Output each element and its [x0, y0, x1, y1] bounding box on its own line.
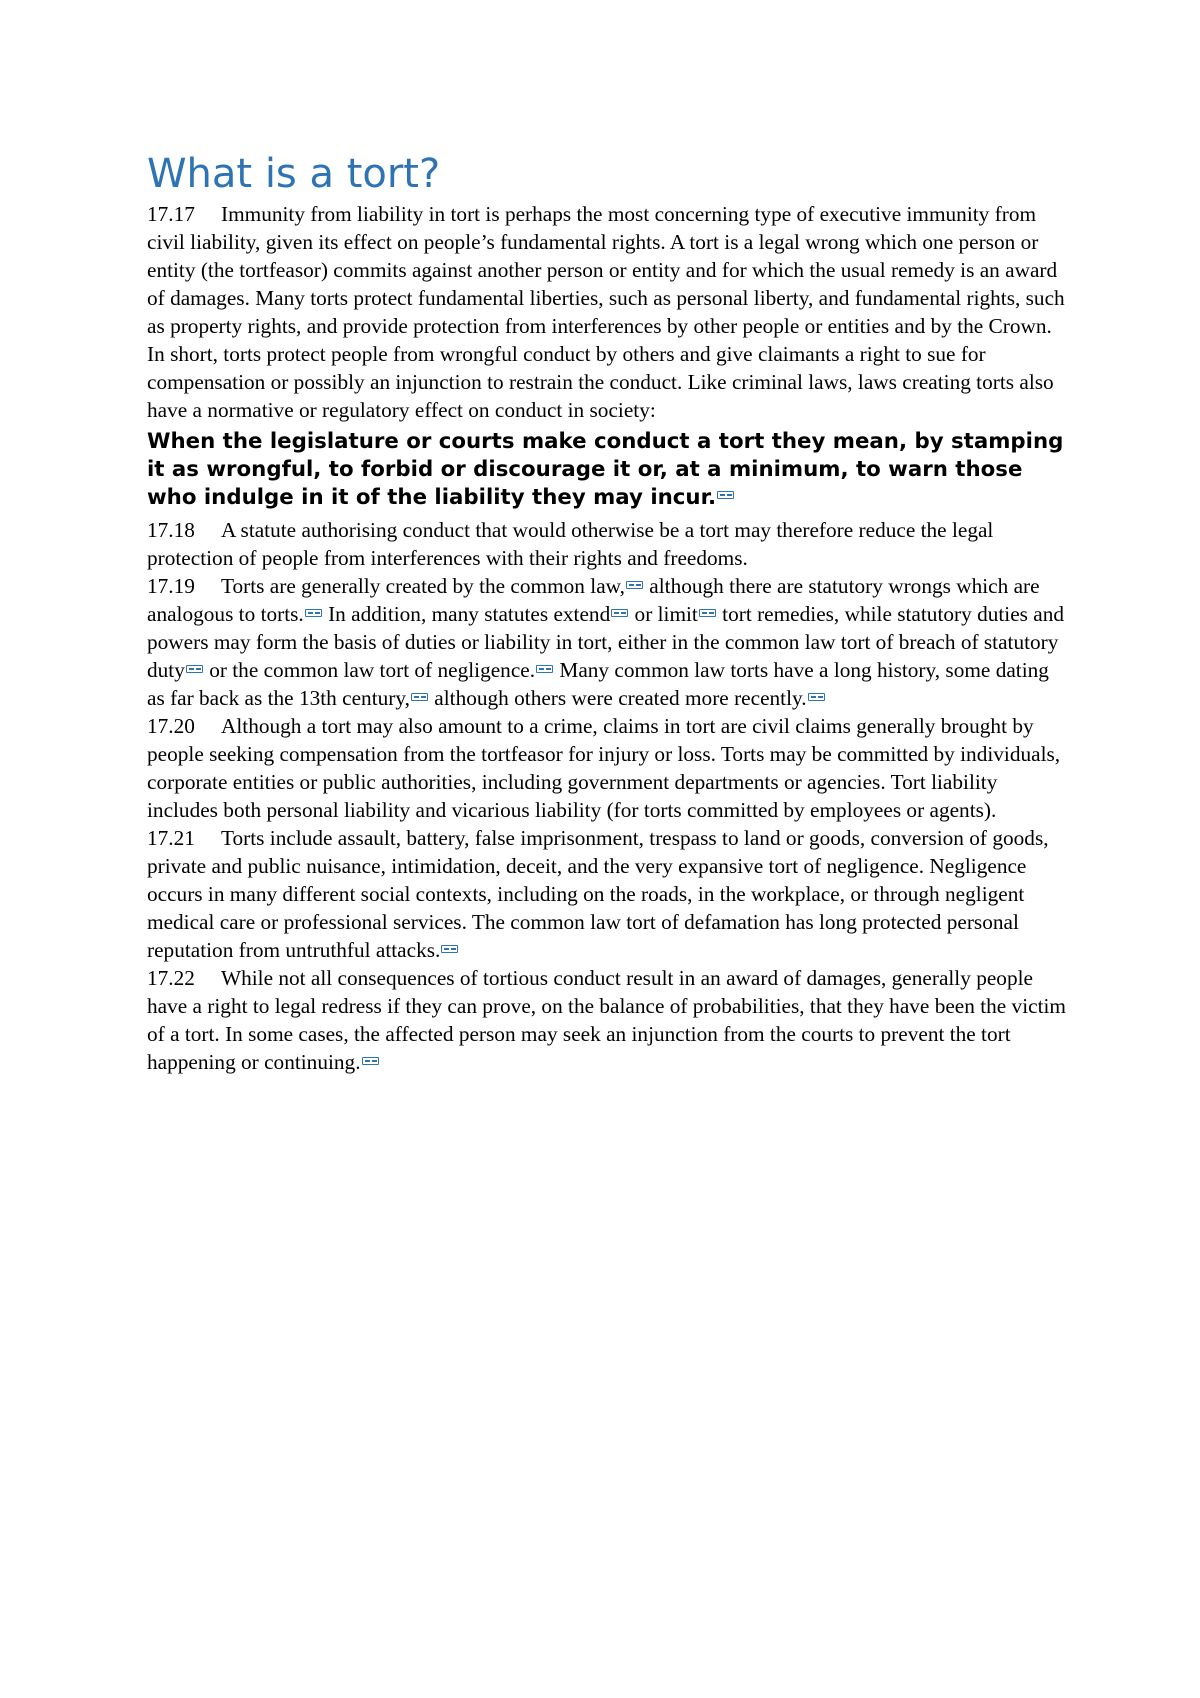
paragraph-text-segment: although others were created more recently.	[428, 686, 807, 710]
quote-text: When the legislature or courts make conduct a tort they mean, by stamping it as wrongful, to forbid or discourage it or, at a minimum, to warn those who indulge in it of the liability they may incur.	[147, 429, 1064, 510]
paragraph-text-segment: Many common law torts have a long history, some dating as far back as the 13th century,	[147, 658, 1049, 710]
paragraph-text: Although a tort may also amount to a crime, claims in tort are civil claims generally brought by people seeking compensation from the tortfeasor for injury or loss. Torts may be committed by individuals, corporate entities or public authorities, including government departments or agencies. Tort liability includes both personal liability and vicarious liability (for torts committed by employees or agents).	[147, 714, 1061, 822]
footnote-link-icon[interactable]	[441, 945, 458, 953]
block-quote	[147, 428, 1067, 512]
paragraph-17-20	[147, 712, 1067, 824]
footnote-link-icon[interactable]	[626, 581, 643, 589]
paragraph-number: 17.18	[147, 518, 195, 542]
paragraph-text-segment: Torts are generally created by the common law,	[221, 574, 625, 598]
paragraph-number: 17.22	[147, 966, 195, 990]
page-title: What is a tort?	[147, 151, 441, 197]
paragraph-text: Immunity from liability in tort is perhaps the most concerning type of executive immunity from civil liability, given its effect on people’s fundamental rights. A tort is a legal wrong which one person or entity (the tortfeasor) commits against another person or entity and for which the usual remedy is an award of damages. Many torts protect fundamental liberties, such as personal liberty, and fundamental rights, such as property rights, and provide protection from interferences by other people or entities and by the Crown. In short, torts protect people from wrongful conduct by others and give claimants a right to sue for compensation or possibly an injunction to restrain the conduct. Like criminal laws, laws creating torts also have a normative or regulatory effect on conduct in society:	[147, 202, 1065, 422]
paragraph-17-19	[147, 572, 1067, 712]
footnote-link-icon[interactable]	[186, 665, 203, 673]
paragraph-17-21	[147, 824, 1067, 964]
paragraph-number: 17.21	[147, 826, 195, 850]
paragraph-text-segment: In addition, many statutes extend	[322, 602, 611, 626]
footnote-link-icon[interactable]	[536, 665, 553, 673]
footnote-link-icon[interactable]	[362, 1057, 379, 1065]
paragraph-text: Torts include assault, battery, false imprisonment, trespass to land or goods, conversion of goods, private and public nuisance, intimidation, deceit, and the very expansive tort of negligence. Negligence occurs in many different social contexts, including on the roads, in the workplace, or through negligent medical care or professional services. The common law tort of defamation has long protected personal reputation from untruthful attacks.	[147, 826, 1049, 962]
footnote-link-icon[interactable]	[611, 609, 628, 617]
paragraph-17-18	[147, 516, 1067, 572]
paragraph-17-17	[147, 200, 1067, 424]
footnote-link-icon[interactable]	[411, 693, 428, 701]
footnote-link-icon[interactable]	[808, 693, 825, 701]
footnote-link-icon[interactable]	[699, 609, 716, 617]
paragraph-17-22	[147, 964, 1067, 1076]
paragraph-number: 17.17	[147, 202, 195, 226]
footnote-link-icon[interactable]	[717, 491, 734, 499]
paragraph-text-segment: although there are statutory wrongs which are analogous to torts.	[147, 574, 1040, 626]
paragraph-text: A statute authorising conduct that would otherwise be a tort may therefore reduce the legal protection of people from interferences with their rights and freedoms.	[147, 518, 994, 570]
paragraph-text-segment: tort remedies, while statutory duties and powers may form the basis of duties or liability in tort, either in the common law tort of breach of statutory duty	[147, 602, 1065, 682]
paragraph-number: 17.19	[147, 574, 195, 598]
paragraph-text: While not all consequences of tortious conduct result in an award of damages, generally people have a right to legal redress if they can prove, on the balance of probabilities, that they have been the victim of a tort. In some cases, the affected person may seek an injunction from the courts to prevent the tort happening or continuing.	[147, 966, 1066, 1074]
footnote-link-icon[interactable]	[305, 609, 322, 617]
document-body	[147, 200, 1067, 1076]
paragraph-number: 17.20	[147, 714, 195, 738]
paragraph-text-segment: or limit	[629, 602, 698, 626]
paragraph-text-segment: or the common law tort of negligence.	[203, 658, 536, 682]
